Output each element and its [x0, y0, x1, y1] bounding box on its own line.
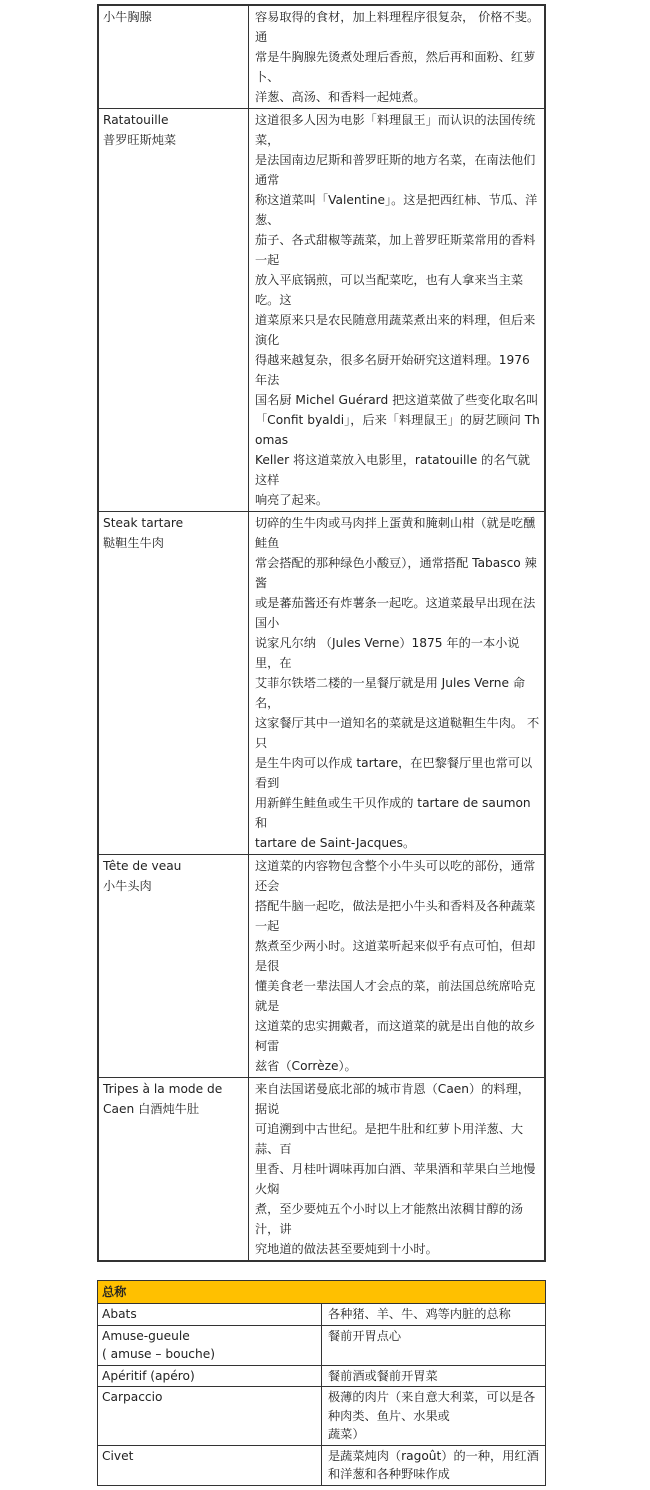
dish-name — [98, 109, 249, 512]
glossary-definition-line: 餐前开胃点心 — [328, 1328, 402, 1343]
dish-description-line: 用新鲜生鲑鱼或生干贝作成的 tartare de saumon 和 — [255, 796, 531, 830]
glossary-row — [98, 1387, 546, 1446]
glossary-row — [98, 1325, 546, 1365]
dish-name — [98, 5, 249, 109]
glossary-definition-line: 是蔬菜炖肉（ragoût）的一种，用红酒和洋葱和各种野味作成 — [328, 1448, 539, 1481]
dish-name-line: Caen 白酒炖牛肚 — [103, 1102, 200, 1116]
glossary-definition — [322, 1304, 546, 1326]
glossary-row — [98, 1304, 546, 1326]
dish-description-line: 或是蕃茄酱还有炸薯条一起吃。这道菜最早出现在法国小 — [255, 596, 536, 630]
dish-description-line: Keller 将这道菜放入电影里，ratatouille 的名气就这样 — [255, 453, 530, 487]
dish-description-line: 这道菜的忠实拥戴者，而这道菜的就是出自他的故乡柯雷 — [255, 1019, 536, 1053]
dish-description-line: 这道很多人因为电影「料理鼠王」而认识的法国传统菜， — [255, 113, 536, 147]
dish-name — [98, 512, 249, 855]
dish-description-line: 懂美食老一辈法国人才会点的菜，前法国总统席哈克就是 — [255, 979, 536, 1013]
dish-row — [98, 855, 545, 1078]
dish-description — [249, 855, 546, 1078]
glossary-definition — [322, 1387, 546, 1446]
dish-name-line: Steak tartare — [103, 516, 184, 530]
dish-row — [98, 109, 545, 512]
dish-description-line: 这道菜的内容物包含整个小牛头可以吃的部份，通常还会 — [255, 859, 536, 893]
glossary-header-row — [98, 1281, 546, 1304]
dish-description-line: 响亮了起来。 — [255, 493, 329, 507]
dish-description-line: 是法国南边尼斯和普罗旺斯的地方名菜，在南法他们通常 — [255, 153, 536, 187]
glossary-definition-line: 各种猪、羊、牛、鸡等内脏的总称 — [328, 1307, 511, 1321]
dish-table — [97, 4, 546, 1262]
dish-description — [249, 5, 546, 109]
dish-description-line: tartare de Saint-Jacques。 — [255, 836, 416, 850]
dish-description-line: 究地道的做法甚至要炖到十小时。 — [255, 1242, 438, 1256]
dish-name-line: 小牛胸腺 — [103, 10, 152, 24]
dish-row — [98, 5, 545, 109]
dish-row — [98, 512, 545, 855]
dish-description-line: 切碎的生牛肉或马肉拌上蛋黄和腌刺山柑（就是吃醺鲑鱼 — [255, 516, 536, 550]
dish-description — [249, 1078, 546, 1262]
glossary-definition-line: 极薄的肉片（来自意大利菜，可以是各种肉类、鱼片、水果或 — [328, 1390, 536, 1423]
dish-name — [98, 1078, 249, 1262]
dish-name-line: 普罗旺斯炖菜 — [103, 133, 177, 147]
dish-description-line: 道菜原来只是农民随意用蔬菜煮出来的料理，但后来演化 — [255, 313, 536, 347]
glossary-term — [98, 1325, 322, 1365]
dish-description-line: 放入平底锅煎，可以当配菜吃，也有人拿来当主菜吃。这 — [255, 273, 524, 307]
glossary-row — [98, 1445, 546, 1485]
dish-description-line: 里香、月桂叶调味再加白酒、苹果酒和苹果白兰地慢火焖 — [255, 1162, 536, 1196]
glossary-term-line: Abats — [102, 1307, 137, 1321]
dish-description — [249, 512, 546, 855]
glossary-header: 总称 — [98, 1281, 546, 1304]
glossary-term-line: Amuse-gueule — [102, 1328, 190, 1343]
dish-name-line: 小牛头肉 — [103, 879, 152, 893]
glossary-term — [98, 1387, 322, 1446]
glossary-definition — [322, 1445, 546, 1485]
glossary-term — [98, 1365, 322, 1387]
glossary-term-line: Carpaccio — [102, 1390, 163, 1404]
dish-description-line: 常是牛胸腺先烫煮处理后香煎，然后再和面粉、红萝卜、 — [255, 50, 536, 84]
glossary-term-line: Civet — [102, 1448, 134, 1463]
dish-description-line: 洋葱、高汤、和香料一起炖煮。 — [255, 90, 426, 104]
dish-description-line: 兹省（Corrèze）。 — [255, 1059, 357, 1073]
glossary-definition-line: 蔬菜） — [328, 1427, 365, 1441]
dish-description-line: 搭配牛脑一起吃，做法是把小牛头和香料及各种蔬菜一起 — [255, 899, 536, 933]
glossary-definition — [322, 1365, 546, 1387]
glossary-definition-line: 餐前酒或餐前开胃菜 — [328, 1368, 438, 1383]
dish-description-line: 常会搭配的那种绿色小酸豆），通常搭配 Tabasco 辣酱 — [255, 556, 537, 590]
dish-description-line: 「Confit byaldi」，后来「料理鼠王」的厨艺顾问 Thomas — [255, 413, 540, 447]
dish-description-line: 艾菲尔铁塔二楼的一星餐厅就是用 Jules Verne 命名， — [255, 676, 526, 710]
dish-description-line: 国名厨 Michel Guérard 把这道菜做了些变化取名叫 — [255, 393, 539, 407]
dish-name — [98, 855, 249, 1078]
glossary-term-line: Apéritif (apéro) — [102, 1368, 195, 1383]
glossary-term-line: ( amuse – bouche) — [102, 1347, 215, 1361]
dish-name-line: Tête de veau — [103, 859, 182, 873]
dish-description-line: 得越来越复杂，很多名厨开始研究这道料理。1976 年法 — [255, 353, 530, 387]
dish-description-line: 来自法国诺曼底北部的城市肯恩（Caen）的料理，据说 — [255, 1082, 530, 1116]
dish-description-line: 煮，至少要炖五个小时以上才能熬出浓稠甘醇的汤汁，讲 — [255, 1202, 524, 1236]
dish-description-line: 容易取得的食材，加上料理程序很复杂， 价格不斐。通 — [255, 10, 540, 44]
glossary-term — [98, 1304, 322, 1326]
dish-description-line: 茄子、各式甜椒等蔬菜，加上普罗旺斯菜常用的香料一起 — [255, 233, 536, 267]
dish-description-line: 这家餐厅其中一道知名的菜就是这道鞑靼生牛肉。 不只 — [255, 716, 540, 750]
glossary-row — [98, 1365, 546, 1387]
dish-description-line: 是生牛肉可以作成 tartare，在巴黎餐厅里也常可以看到 — [255, 756, 533, 790]
dish-description — [249, 109, 546, 512]
dish-description-line: 熬煮至少两小时。这道菜听起来似乎有点可怕，但却是很 — [255, 939, 536, 973]
glossary-definition — [322, 1325, 546, 1365]
dish-name-line: Tripes à la mode de — [103, 1082, 223, 1096]
dish-row — [98, 1078, 545, 1262]
dish-description-line: 说家凡尔纳 （Jules Verne）1875 年的一本小说里，在 — [255, 636, 520, 670]
dish-name-line: Ratatouille — [103, 113, 169, 127]
dish-description-line: 称这道菜叫「Valentine」。这是把西红柿、节瓜、洋葱、 — [255, 193, 538, 227]
dish-description-line: 可追溯到中古世纪。是把牛肚和红萝卜用洋葱、大蒜、百 — [255, 1122, 524, 1156]
glossary-table — [97, 1280, 546, 1486]
dish-name-line: 鞑靼生牛肉 — [103, 536, 164, 550]
glossary-term — [98, 1445, 322, 1485]
